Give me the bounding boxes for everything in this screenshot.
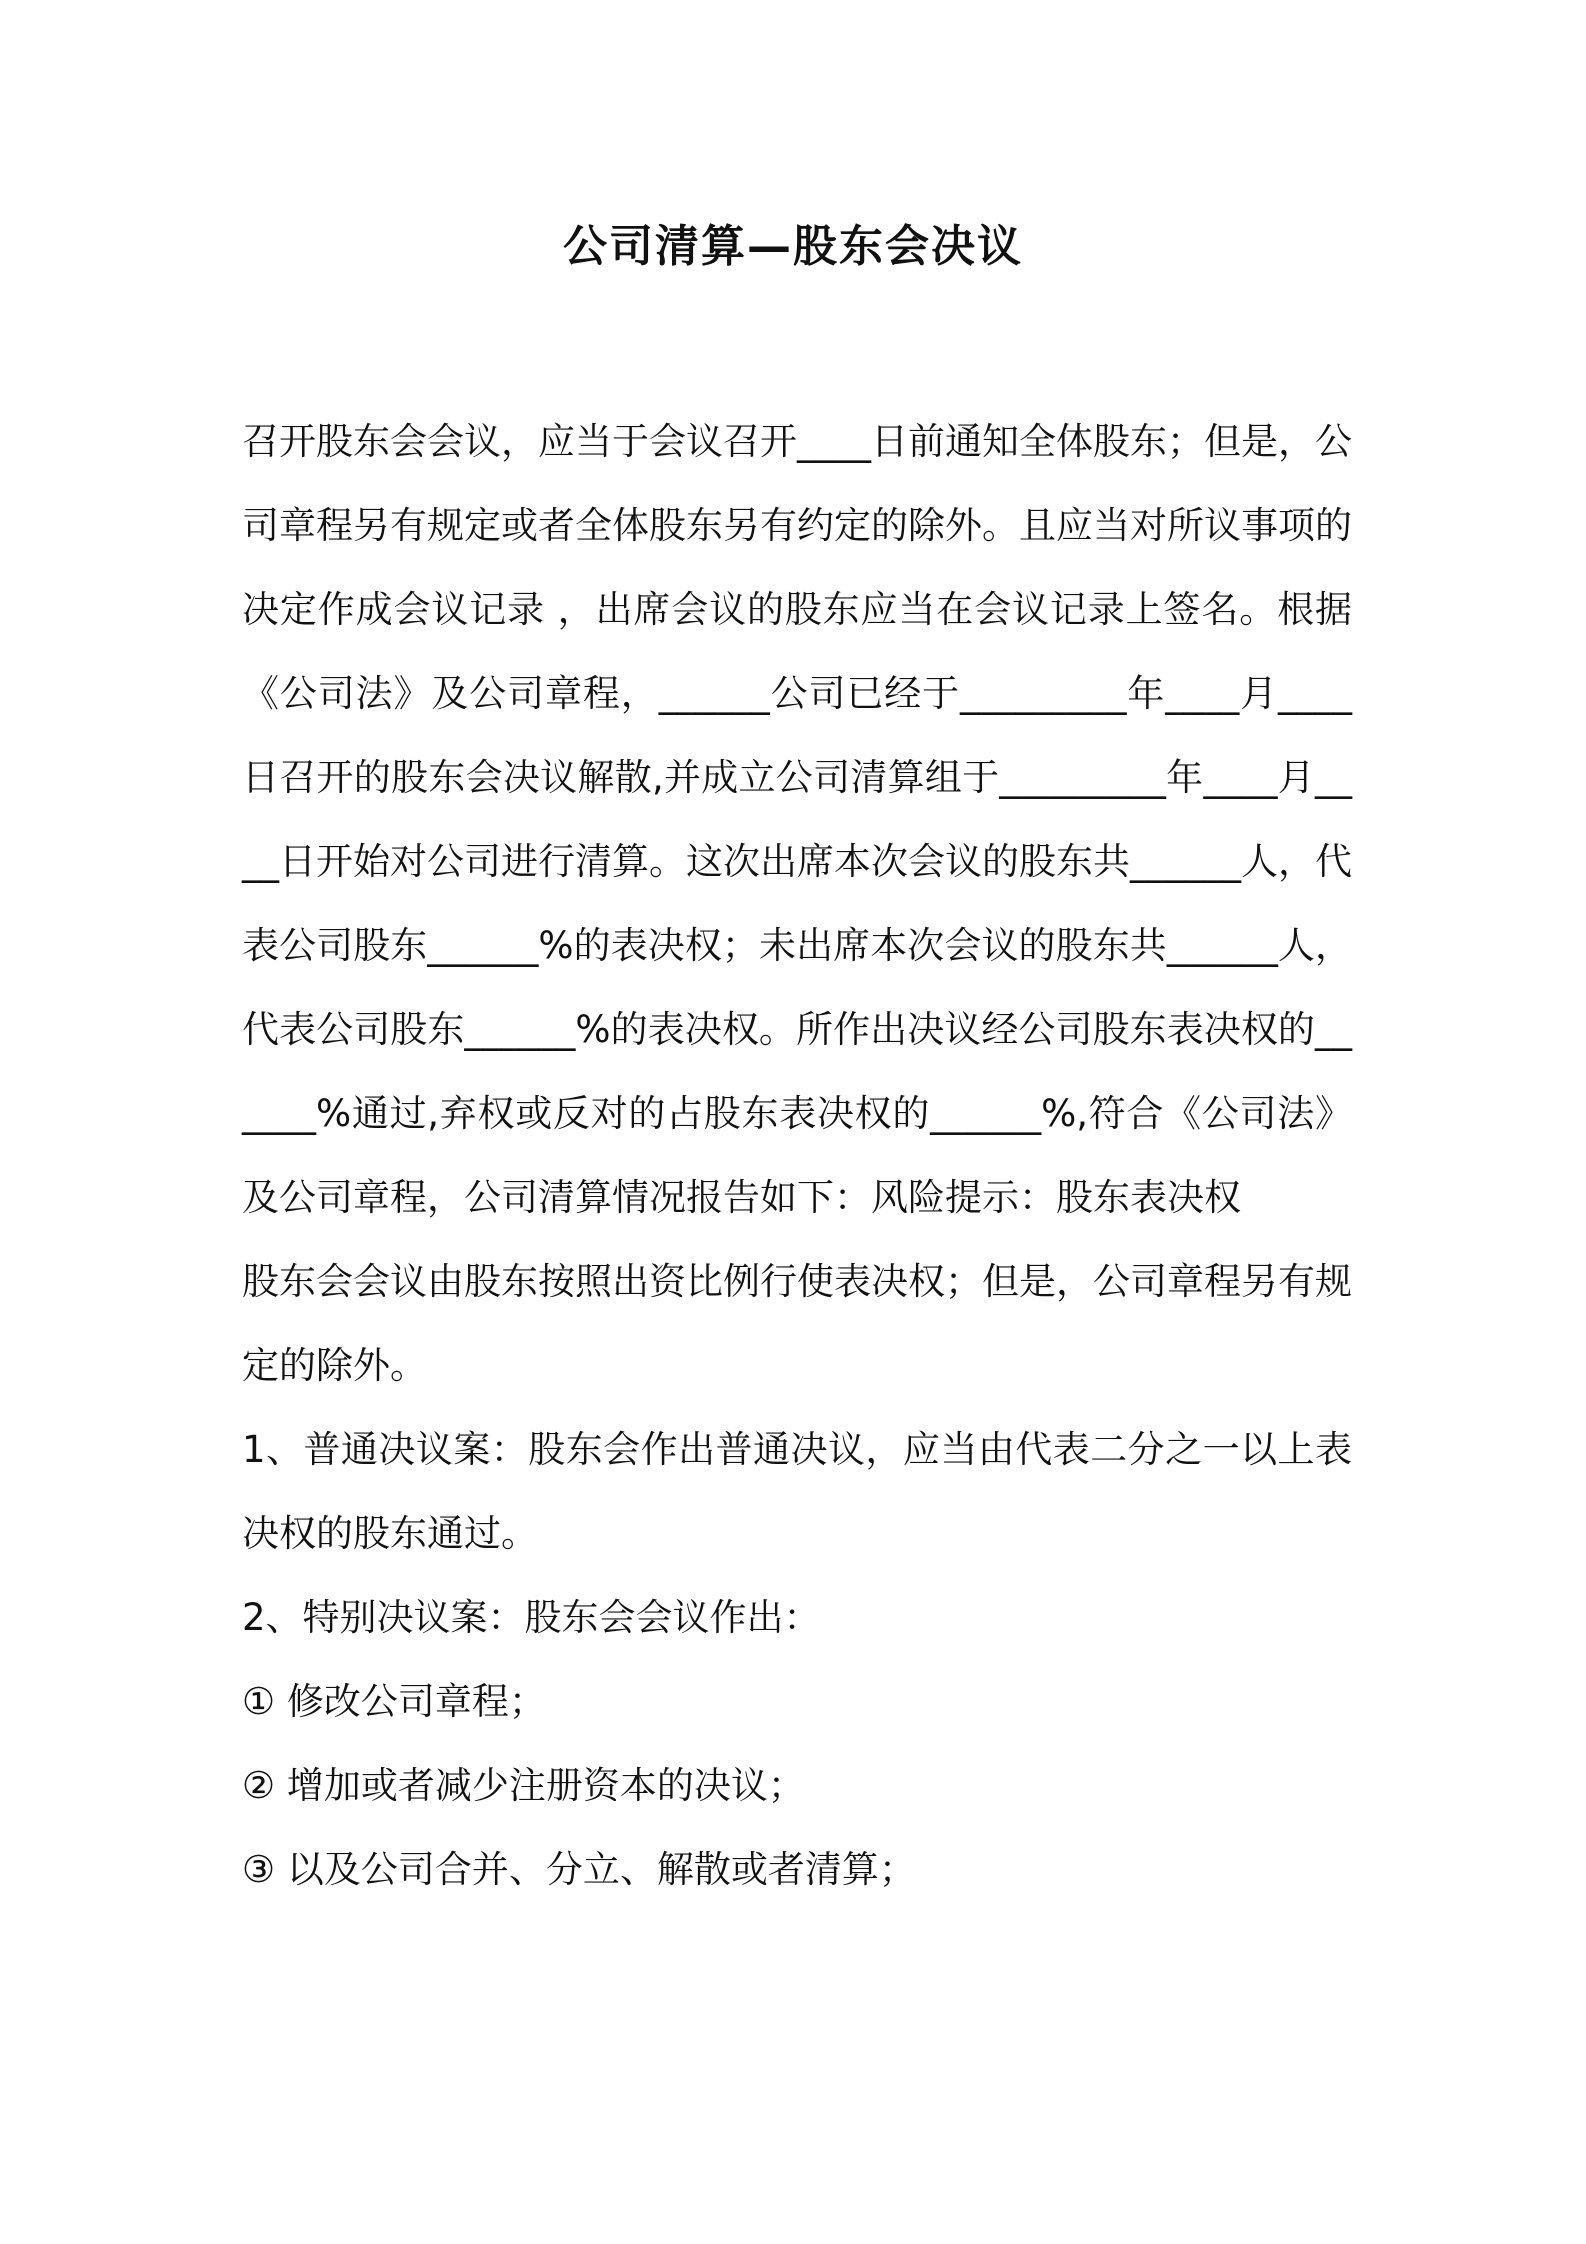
list-item-registered-capital: ② 增加或者减少注册资本的决议； [242, 1764, 805, 1807]
line-special-resolution: 2、特别决议案：股东会会议作出： [242, 1596, 821, 1639]
paragraph-ordinary-resolution: 1、普通决议案：股东会作出普通决议，应当由代表二分之一以上表决权的股东通过。 [242, 1428, 1352, 1555]
paragraph-voting-rights: 股东会会议由股东按照出资比例行使表决权；但是，公司章程另有规定的除外。 [242, 1260, 1352, 1387]
list-item-merger-liquidation: ③ 以及公司合并、分立、解散或者清算； [242, 1848, 916, 1891]
paragraph-meeting-notice: 召开股东会会议，应当于会议召开____日前通知全体股东；但是，公司章程另有规定或者全体股东另有约定的除外。且应当对所议事项的决定作成会议记录 ，出席会议的股东应当在会议记录上签名。根据《公司法》及公司章程，______公司已经于_________年____月____日召开的股东会决议解散,并成立公司清算组于_________年____月____日开始对公司进行清算。这次出席本次会议的股东共______人，代表公司股东______%的表决权；未出席本次会议的股东共______人，代表公司股东______%的表决权。所作出决议经公司股东表决权的______%通过,弃权或反对的占股东表决权的______%,符合《公司法》及公司章程，公司清算情况报告如下：风险提示：股东表决权 [242, 420, 1352, 1219]
list-item-amend-articles: ① 修改公司章程； [242, 1680, 546, 1723]
document-body [242, 400, 1352, 1912]
document-title: 公司清算—股东会决议 [563, 221, 1023, 272]
